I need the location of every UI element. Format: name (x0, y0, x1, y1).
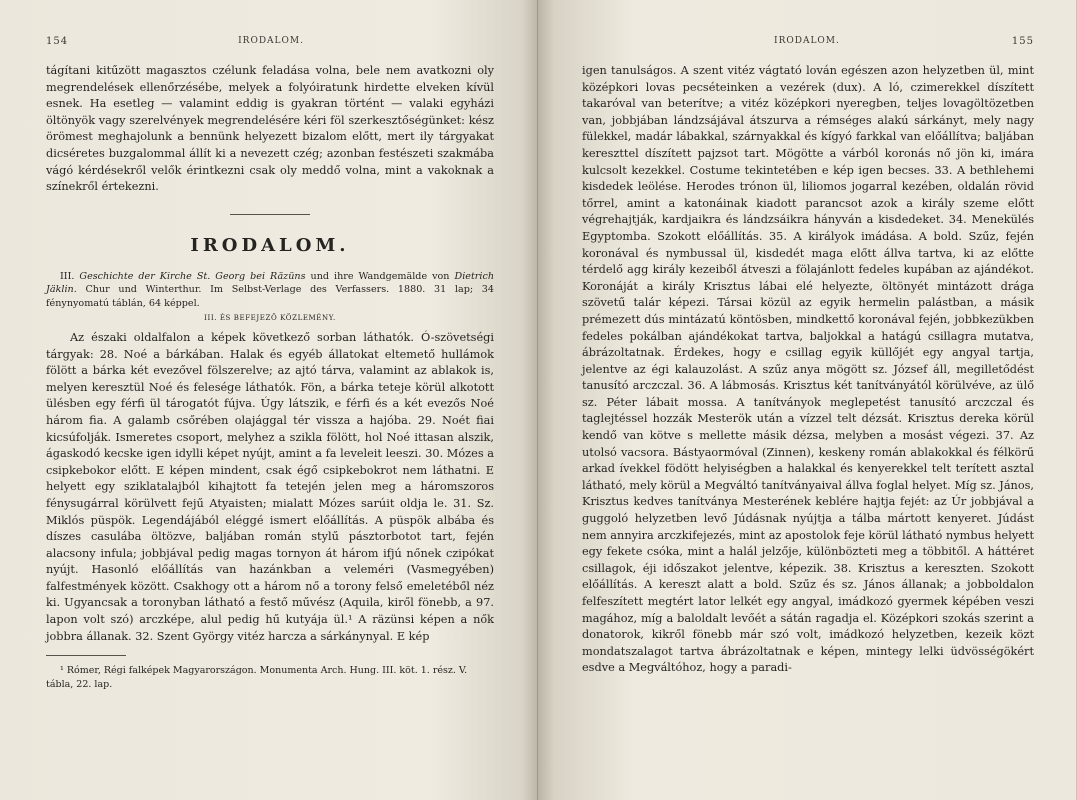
right-page-number: 155 (1011, 36, 1034, 47)
bibliography-entry (46, 270, 494, 310)
left-running-head (46, 36, 494, 47)
left-page-number: 154 (46, 36, 69, 47)
section-title: IRODALOM. (190, 234, 350, 256)
left-top-paragraph-block (46, 63, 494, 196)
biblio-number: III. (60, 270, 75, 282)
installment-subhead: III. ÉS BEFEJEZŐ KÖZLEMÉNY. (204, 313, 336, 322)
footnote-block (46, 664, 494, 691)
left-main-paragraph: Az északi oldalfalon a képek következő sorban láthatók. Ó-szövetségi tárgyak: 28. Noé a bárkában. Halak és egyéb állatokat eltemető hullámok fölött a bárka két evezővel fölszerelve; az ajtó tárva, valamint az ablakok is, melyen keresztül Noé és felesége láthatók. Fön, a bárka teteje körül alkotott ülésben egy férfi ül tárogatót fújva. Úgy látszik, e férfi és a két evezős Noé három fia. A galamb csőrében olajággal tér vissza a hajóba. 29. Noét fiai kicsúfolják. Ismeretes csoport, melyhez a szikla fölött, hol Noé ittasan alszik, ágaskodó kecske igen idylli képet nyújt, amint a fa leveleit leeszi. 30. Mózes a csipkebokor előtt. E képen mindent, csak égő csipkebokrot nem láthatni. E helyett egy sziklatalajból kihajtott fa tetején jelen meg a háromszoros fénysugárral körülvett fejű Atyaisten; mialatt Mózes sarúit oldja le. 31. Sz. Miklós püspök. Legendájából eléggé ismert előállítás. A püspök albába és díszes casulába öltözve, baljában román stylű pásztorbotot tart, fején alacsony infula; jobbjával pedig magas tornyon át három ifjú nőnek czipókat nyújt. Hasonló előállítás van hazánkban a veleméri (Vasmegyében) falfestmények között. Csakhogy ott a három nő a torony felső emeletéből néz ki. Ugyancsak a toronyban látható a festő művész (Aquila, kiről fönebb, a 97. lapon volt szó) arczképe, alul pedig hű kutyája ül.¹ A räzünsi képen a nők jobbra állanak. 32. Szent György vitéz harcza a sárkánynyal. E kép (46, 330, 494, 643)
left-main-text-block (46, 330, 494, 645)
section-divider (230, 214, 310, 215)
footnote-text: ¹ Rómer, Régi falképek Magyarországon. Monumenta Arch. Hung. III. köt. 1. rész. V. tábla, 22. lap. (46, 665, 468, 690)
right-running-title: IRODALOM. (774, 36, 840, 46)
biblio-rest: Chur und Winterthur. Im Selbst-Verlage des Verfassers. 1880. 31 lap; 34 fénynyomatú táblán, 64 képpel. (46, 284, 494, 309)
left-running-title: IRODALOM. (238, 36, 304, 46)
right-main-paragraph: igen tanulságos. A szent vitéz vágtató lován egészen azon helyzetben ül, mint középkori lovas pecséteinken a vezérek (dux). A ló, czimerekkel díszített takaróval van beterítve; a vitéz középkori nyeregben, teljes lovagöltözetben van, jobbjában lándzsájával átszurva a rémséges alakú sárkányt, mely nagy fülekkel, madár lábakkal, szárnyakkal és kígyó farkkal van előállítva; baljában kereszttel díszített pajzsot tart. Mögötte a várból koronás nő jön ki, imára kulcsolt kezekkel. Costume tekintetében e kép igen becses. 33. A bethlehemi kisdedek leölése. Herodes trónon ül, liliomos jogarral kezében, oldalán rövid tőrrel, amint a katonáinak kiadott parancsot azok a király szeme előtt végrehajtják, kardjaikra és lándzsáikra hányván a kisdedeket. 34. Menekülés Egyptomba. Szokott előállítás. 35. A királyok imádása. A bold. Szűz, fején koronával és nymbussal ül, kisdedét maga előtt állva tartva, ki az előtte térdelő agg király kezeiből átveszi a fölajánlott fedeles kupában az ajándékot. Koronáját a király Krisztus lábai elé helyezte, öltönyét mintázott drága szövetű talár képezi. Társai közül az egyik hermelin palástban, a másik prémezett dús mintázatú köntösben, mindkettő koronával fején, jobbkezükben fedeles pokálban ajándékokat tartva, baljokkal a hatágú csillagra mutatva, ábrázoltatnak. Érdekes, hogy e csillag egyik küllőjét egy angyal tartja, jelentve az égi kalauzolást. A szűz anya mögött sz. József áll, megilletődést tanusító arczczal. 36. A lábmosás. Krisztus két tanítványától körülvéve, az ülő sz. Péter lábait mossa. A tanítványok meglepetést tanusító arczczal és taglejtéssel hozzák Mesterök után a vízzel telt dézsát. Krisztus dereka körül kendő van kötve s mellette másik dézsa, melyben a mosást végezi. 37. Az utolsó vacsora. Bástyaormóval (Zinnen), keskeny román ablakokkal és félkörű arkad ívekkel födött helyiségben a halakkal és kenyerekkel telt terített asztal látható, mely körül a Megváltó tanítványaival állva foglal helyet. Míg sz. János, Krisztus kedves tanítványa Mesterének keblére hajtja fejét: az Úr jobbjával a guggoló helyzetben levő Júdásnak nyújtja a tálba mártott kenyeret. Júdást nem annyira arczkifejezés, mint az apostolok feje körül látható nymbus helyett egy fekete csóka, mint a halál jelzője, különbözteti meg a többitől. A háttéret csillagok, éji időszakot jelentve, képezik. 38. Krisztus a kereszten. Szokott előállítás. A kereszt alatt a bold. Szűz és sz. János állanak; a jobboldalon felfeszített megtért lator lelkét egy angyal, imádkozó gyermek képében veszi magához, míg a baloldalt levőét a sátán ragadja el. Középkori szokás szerint a donatorok, kikről fönebb már szó volt, imádkozó helyzetben, kezeik közt mondatszalagot tartva ábrázoltatnak e képen, mintegy lelki üdvösségökért esdve a Megváltóhoz, hogy a paradi- (582, 64, 1035, 675)
right-running-head (582, 36, 1034, 47)
left-top-paragraph: tágítani kitűzött magasztos czélunk feladása volna, bele nem avatkozni oly megrendelések ellenőrzésébe, melyek a folyóiratunk hirdette elveken kívül esnek. Ha esetleg — valamint eddig is gyakran történt — valaki egyházi öltönyök vagy szerelvények megrendelésére kéri föl szerkesztőségünket: kész örömest meghajolunk a bennünk helyezett bizalom előtt, mert ily tárgyakat dicséretes buzgalommal állít ki a nevezett czég; azonban festészeti szakmába vágó kérdésekről velők érintkezni csak oly meddő volna, mint a vakoknak a színekről értekezni. (46, 64, 494, 194)
biblio-author: Dietrich Jäklin. (46, 270, 494, 296)
right-main-text-block (582, 63, 1034, 677)
biblio-title: Geschichte der Kirche St. Georg bei Räzüns (79, 270, 306, 282)
biblio-middle: und ihre Wandgemälde von (310, 270, 450, 282)
footnote-divider (46, 655, 126, 656)
left-page (0, 0, 538, 800)
right-page (538, 0, 1076, 800)
